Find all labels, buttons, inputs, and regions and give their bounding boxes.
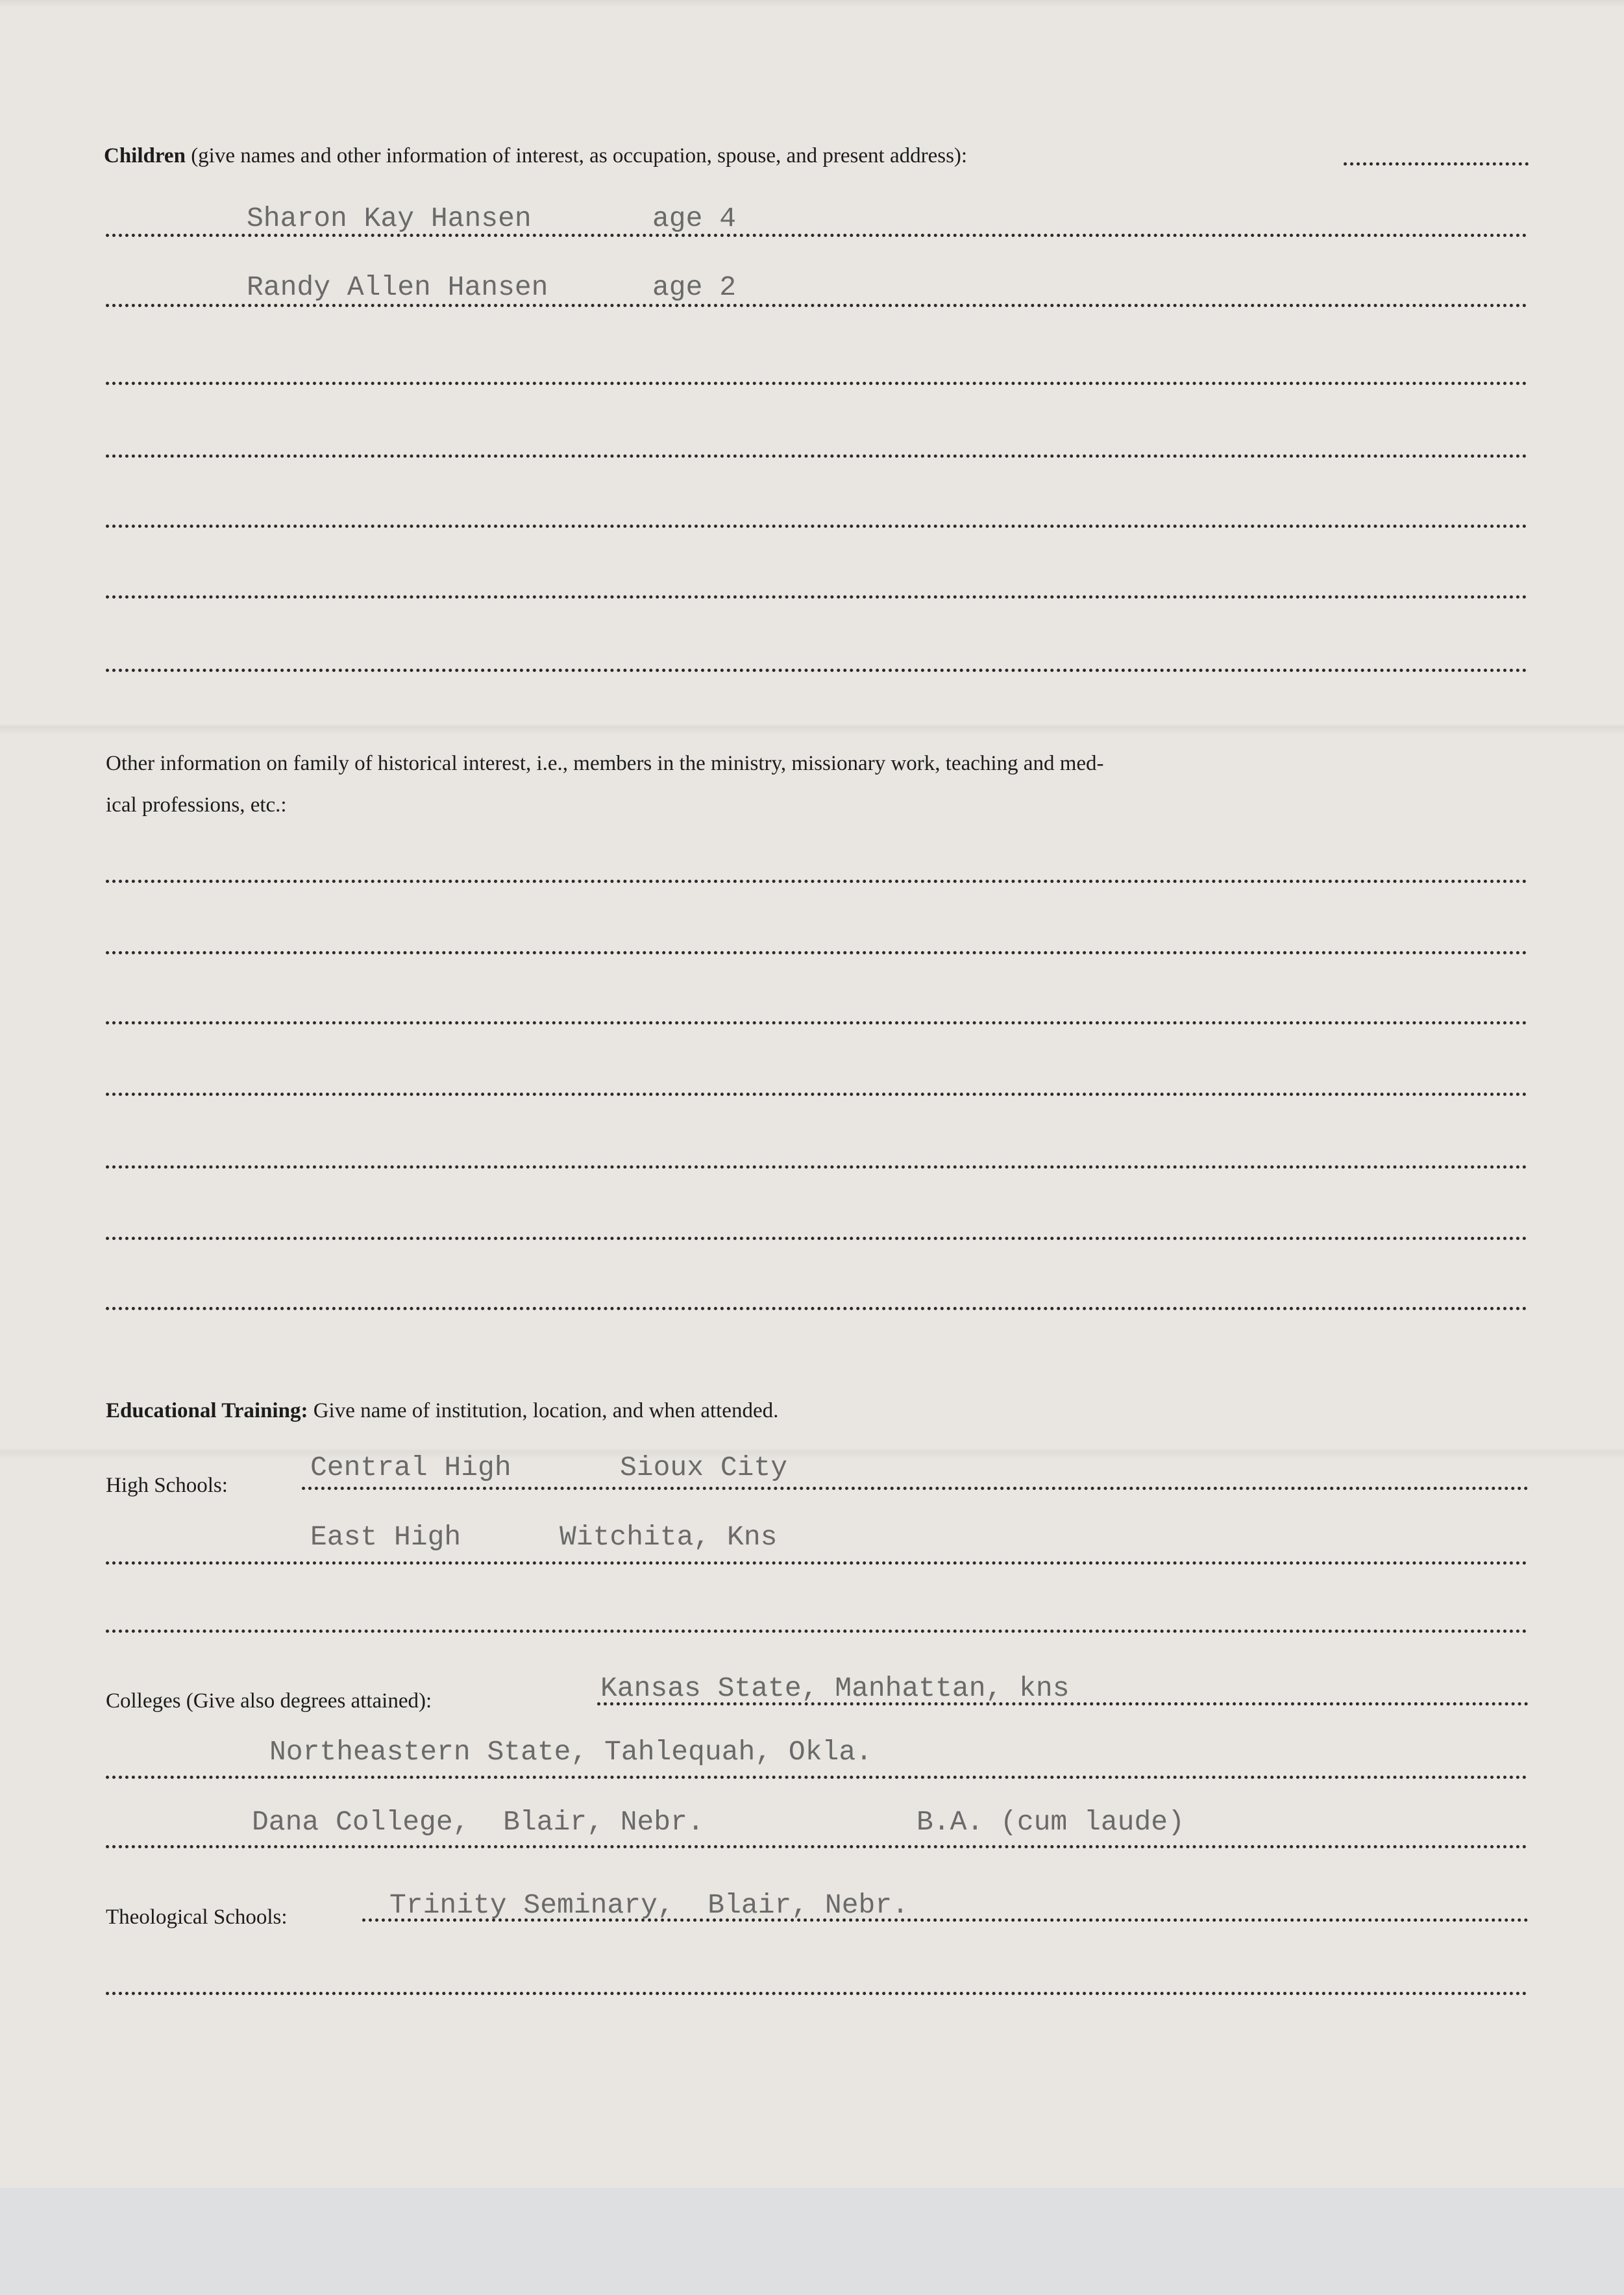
children-line-2[interactable] [106,304,1527,307]
family-info-prompt-1: Other information on family of historical interest, i.e., members in the ministry, missionary work, teaching and med- [106,752,1104,775]
colleges-line-2[interactable] [106,1776,1527,1779]
colleges-line-3[interactable] [106,1845,1527,1848]
high-schools-label: High Schools: [106,1474,228,1497]
high-school-2-name: East High [310,1521,461,1553]
family-line-4[interactable] [106,1093,1527,1096]
family-line-2[interactable] [106,951,1527,954]
children-line-7[interactable] [106,669,1527,672]
children-line-4[interactable] [106,454,1527,458]
children-line-3[interactable] [106,382,1527,385]
high-schools-line-2[interactable] [106,1561,1527,1565]
family-line-6[interactable] [106,1237,1527,1240]
theological-label: Theological Schools: [106,1905,288,1929]
education-prompt [106,1399,778,1423]
theological-school-1: Trinity Seminary, Blair, Nebr. [389,1889,909,1921]
children-prompt-dots [1344,162,1529,166]
children-line-5[interactable] [106,525,1527,528]
family-line-3[interactable] [106,1021,1527,1024]
family-info-prompt-2: ical professions, etc.: [106,793,287,817]
family-line-1[interactable] [106,880,1527,883]
education-heading: Educational Training: [106,1399,308,1422]
children-instruction: (give names and other information of interest, as occupation, spouse, and present address): [191,144,968,167]
family-line-5[interactable] [106,1165,1527,1169]
child-2-age: age 2 [652,271,737,303]
children-prompt [104,144,967,168]
children-line-6[interactable] [106,595,1527,599]
child-1-age: age 4 [652,203,737,234]
colleges-label: Colleges (Give also degrees attained): [106,1689,432,1713]
children-line-1[interactable] [106,234,1527,237]
high-school-2-location: Witchita, Kns [560,1521,778,1553]
college-3-degree: B.A. (cum laude) [917,1806,1185,1838]
high-school-1-location: Sioux City [620,1452,788,1483]
college-2: Northeastern State, Tahlequah, Okla. [269,1736,872,1768]
high-schools-line-1[interactable] [302,1487,1529,1490]
child-1-name: Sharon Kay Hansen [247,203,532,234]
children-heading: Children [104,144,186,167]
theological-line-2[interactable] [106,1992,1527,1995]
college-1: Kansas State, Manhattan, kns [600,1672,1070,1704]
child-2-name: Randy Allen Hansen [247,271,548,303]
high-school-1-name: Central High [310,1452,511,1483]
scan-background [0,2188,1624,2295]
high-schools-line-3[interactable] [106,1630,1527,1633]
education-instruction: Give name of institution, location, and when attended. [313,1399,779,1422]
family-line-7[interactable] [106,1307,1527,1310]
college-3: Dana College, Blair, Nebr. [252,1806,704,1838]
colleges-line-1[interactable] [597,1702,1529,1706]
theological-line-1[interactable] [362,1918,1529,1922]
